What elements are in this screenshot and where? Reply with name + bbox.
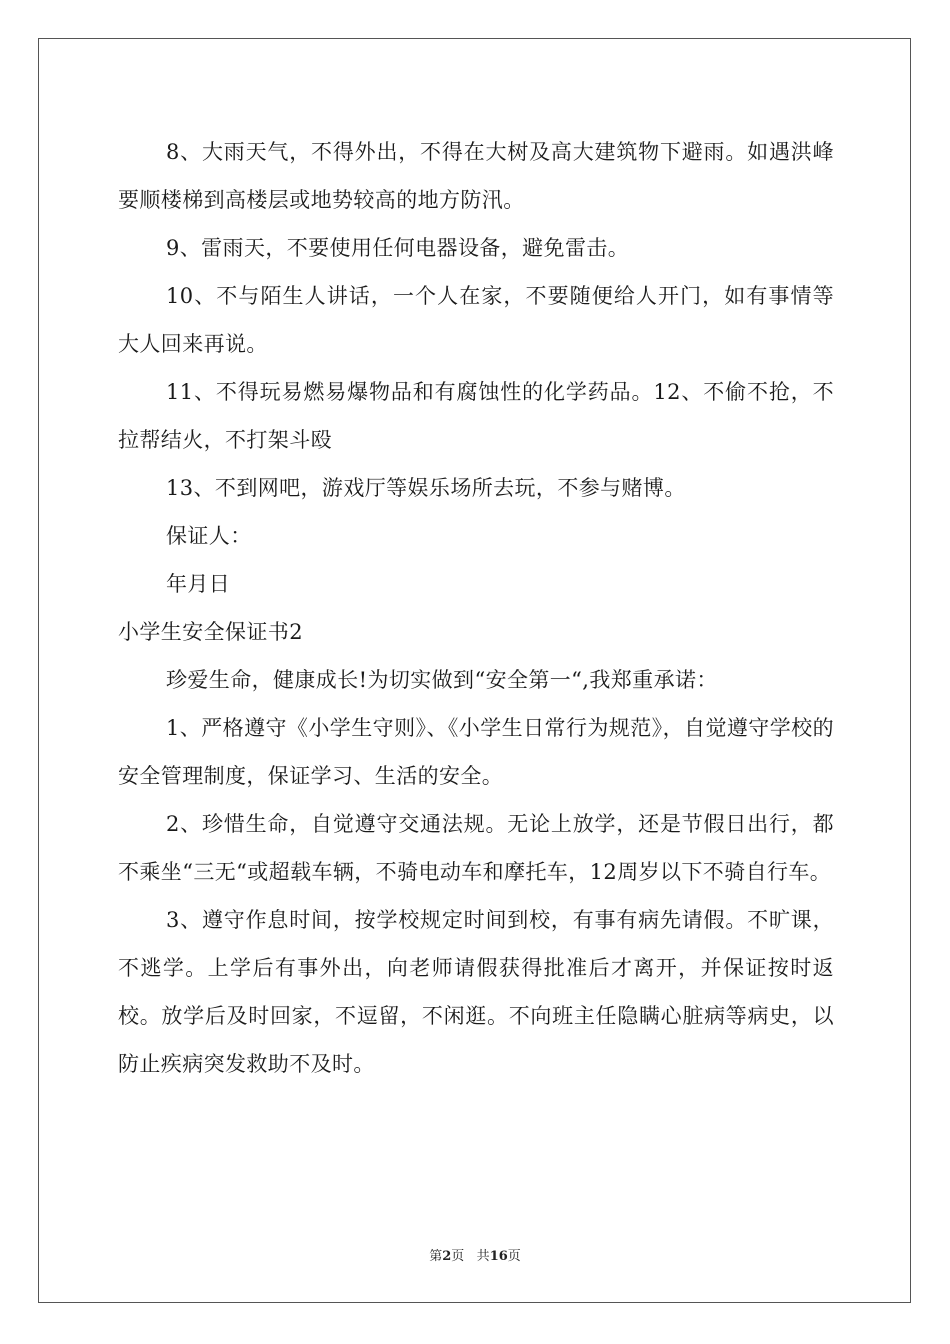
section-heading: 小学生安全保证书2 — [118, 620, 303, 644]
intro-paragraph: 珍爱生命，健康成长!为切实做到“安全第一“,我郑重承诺： — [166, 668, 718, 692]
paragraph-item-9: 9、雷雨天，不要使用任何电器设备，避免雷击。 — [166, 236, 630, 260]
page-prefix: 第 — [429, 1249, 443, 1264]
pledge-item-3: 3、遵守作息时间，按学校规定时间到校，有事有病先请假。不旷课，不逃学。上学后有事外出，向老师请假获得批准后才离开，并保证按时返校。放学后及时回家，不逗留，不闲逛。不向班主任隐瞒心脏病等病史，以防止疾病突发救助不及时。 — [118, 908, 834, 1076]
paragraph-item-10: 10、不与陌生人讲话，一个人在家，不要随便给人开门，如有事情等大人回来再说。 — [118, 284, 834, 356]
paragraph-item-11-12: 11、不得玩易燃易爆物品和有腐蚀性的化学药品。12、不偷不抢，不拉帮结火，不打架斗殴 — [118, 380, 834, 452]
guarantor-label: 保证人： — [166, 524, 252, 548]
paragraph-item-13: 13、不到网吧，游戏厅等娱乐场所去玩，不参与赌博。 — [166, 476, 686, 500]
document-body — [118, 128, 834, 1088]
page-suffix: 页 — [451, 1249, 465, 1264]
page-number: 2 — [442, 1249, 452, 1264]
total-suffix: 页 — [507, 1249, 521, 1264]
date-label: 年月日 — [166, 572, 231, 596]
pledge-item-1: 1、严格遵守《小学生守则》、《小学生日常行为规范》，自觉遵守学校的安全管理制度，保证学习、生活的安全。 — [118, 716, 834, 788]
total-prefix: 共 — [476, 1249, 490, 1264]
pledge-item-2: 2、珍惜生命，自觉遵守交通法规。无论上放学，还是节假日出行，都不乘坐“三无“或超载车辆，不骑电动车和摩托车，12周岁以下不骑自行车。 — [118, 812, 834, 884]
page-footer — [0, 1248, 950, 1266]
paragraph-item-8: 8、大雨天气，不得外出，不得在大树及高大建筑物下避雨。如遇洪峰要顺楼梯到高楼层或地势较高的地方防汛。 — [118, 140, 834, 212]
total-pages: 16 — [489, 1249, 508, 1264]
